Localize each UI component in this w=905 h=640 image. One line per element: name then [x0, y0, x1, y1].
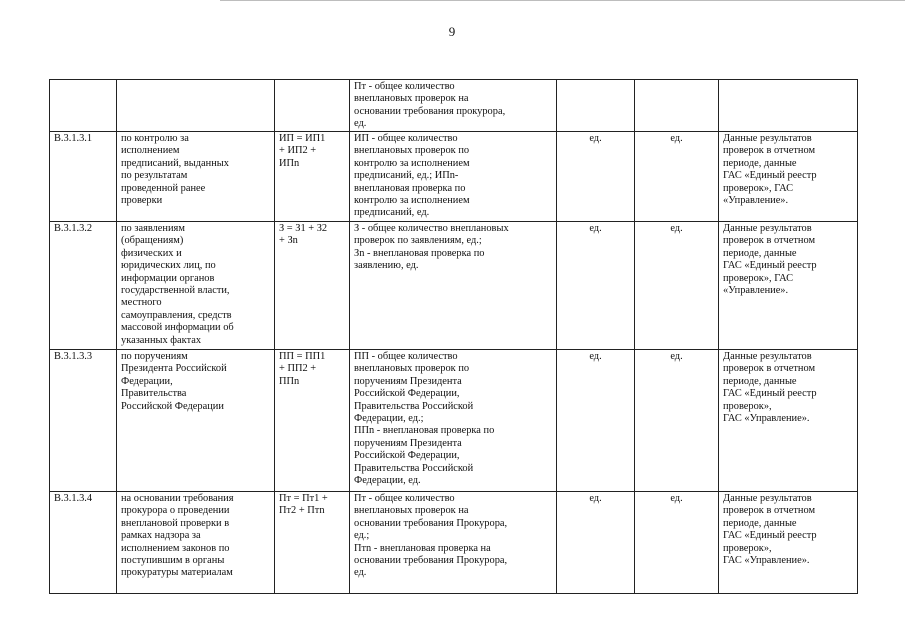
table-row [50, 132, 858, 222]
cell-description [350, 132, 557, 222]
cell-text-line: периоде, данные [723, 375, 797, 387]
cell-text-line: + Зn [279, 235, 298, 247]
cell-text-line: по поручениям [121, 351, 188, 362]
table-row [50, 80, 858, 132]
cell-unit: ед. [557, 350, 635, 492]
cell-text-line: юридических лиц, по [121, 260, 216, 272]
cell-source [719, 132, 858, 222]
cell-text-line: Федерации, ед. [354, 475, 421, 487]
cell-source [719, 222, 858, 350]
cell-description [350, 492, 557, 594]
cell-text-line: прокуратуры материалам [121, 567, 233, 579]
cell-text-line: Данные результатов [723, 351, 812, 362]
table-row [50, 350, 858, 492]
cell-text-line: Федерации, [121, 375, 173, 387]
cell-name [117, 132, 275, 222]
cell-text-line: Пт2 + Птn [279, 505, 325, 517]
cell-text-line: по заявлениям [121, 223, 185, 234]
cell-name [117, 222, 275, 350]
cell-unit [557, 80, 635, 132]
cell-text-line: указанных фактах [121, 334, 202, 346]
cell-text-line: ГАС «Единый реестр [723, 388, 817, 400]
cell-text-line: основании требования прокурора, [354, 105, 506, 117]
cell-text-line: основании требования Прокурора, [354, 555, 508, 567]
cell-text-line: проверки [121, 195, 163, 207]
table-row [50, 492, 858, 594]
cell-text-line: исполнением законов по [121, 542, 230, 554]
cell-text-line: Федерации, ед.; [354, 413, 424, 425]
cell-name [117, 492, 275, 594]
cell-text-line: Зn - внеплановая проверка по [354, 247, 485, 259]
cell-text-line: информации органов [121, 272, 215, 284]
cell-text-line: Пт = Пт1 + [279, 493, 328, 504]
cell-text-line: «Управление». [723, 285, 789, 297]
cell-unit-2 [635, 80, 719, 132]
cell-text-line: ПП - общее количество [354, 351, 458, 362]
cell-text-line: Правительства [121, 388, 187, 400]
indicators-table [49, 79, 858, 594]
cell-text-line: контролю за исполнением [354, 157, 470, 169]
cell-unit: ед. [557, 492, 635, 594]
cell-formula [275, 350, 350, 492]
cell-source [719, 80, 858, 132]
cell-text-line: «Управление». [723, 195, 789, 207]
cell-formula [275, 492, 350, 594]
cell-code: В.3.1.3.4 [50, 492, 117, 594]
cell-text-line: ПП = ПП1 [279, 351, 326, 362]
cell-code: В.3.1.3.3 [50, 350, 117, 492]
cell-text-line: заявлению, ед. [354, 260, 419, 272]
top-rule [220, 0, 905, 1]
cell-text-line: проверок в отчетном [723, 145, 816, 157]
cell-text-line: З = З1 + З2 [279, 223, 328, 234]
cell-text-line: Птn - внеплановая проверка на [354, 542, 491, 554]
cell-text-line: Данные результатов [723, 223, 812, 234]
cell-description [350, 222, 557, 350]
cell-text-line: + ИП2 + [279, 145, 317, 157]
cell-text-line: периоде, данные [723, 157, 797, 169]
cell-text-line: Российской Федерации, [354, 450, 460, 462]
cell-text-line: З - общее количество внеплановых [354, 223, 509, 234]
cell-formula [275, 80, 350, 132]
table-row [50, 222, 858, 350]
cell-text-line: внеплановых проверок по [354, 145, 470, 157]
cell-text-line: Правительства Российской [354, 462, 474, 474]
cell-text-line: Президента Российской [121, 363, 227, 375]
cell-text-line: Правительства Российской [354, 400, 474, 412]
cell-text-line: (обращениям) [121, 235, 184, 247]
cell-text-line: Пт - общее количество [354, 493, 455, 504]
cell-text-line: проведенной ранее [121, 182, 206, 194]
cell-text-line: по контролю за [121, 133, 189, 144]
cell-text-line: ИП = ИП1 [279, 133, 326, 144]
cell-text-line: предписаний, выданных [121, 157, 229, 169]
cell-text-line: предписаний, ед.; ИПn- [354, 170, 459, 182]
cell-text-line: массовой информации об [121, 322, 234, 334]
cell-text-line: проверок в отчетном [723, 235, 816, 247]
cell-text-line: Данные результатов [723, 133, 812, 144]
cell-source [719, 350, 858, 492]
cell-name [117, 80, 275, 132]
cell-text-line: проверок по заявлениям, ед.; [354, 235, 482, 247]
cell-text-line: основании требования Прокурора, [354, 517, 508, 529]
cell-description [350, 350, 557, 492]
cell-text-line: + ПП2 + [279, 363, 317, 375]
cell-text-line: проверок в отчетном [723, 363, 816, 375]
cell-text-line: ИПn [279, 157, 300, 169]
cell-text-line: внеплановых проверок на [354, 93, 469, 105]
cell-formula [275, 222, 350, 350]
cell-text-line: ППn - внеплановая проверка по [354, 425, 495, 437]
cell-text-line: внеплановой проверки в [121, 517, 230, 529]
cell-source [719, 492, 858, 594]
cell-text-line: предписаний, ед. [354, 207, 430, 219]
cell-text-line: ГАС «Единый реестр [723, 260, 817, 272]
cell-text-line: ППn [279, 375, 300, 387]
cell-unit-2: ед. [635, 222, 719, 350]
cell-text-line: по результатам [121, 170, 188, 182]
cell-text-line: проверок», ГАС [723, 182, 794, 194]
cell-text-line: на основании требования [121, 493, 234, 504]
cell-unit: ед. [557, 222, 635, 350]
cell-unit: ед. [557, 132, 635, 222]
cell-code: В.3.1.3.1 [50, 132, 117, 222]
cell-text-line: прокурора о проведении [121, 505, 230, 517]
cell-text-line: контролю за исполнением [354, 195, 470, 207]
cell-text-line: Пт - общее количество [354, 81, 455, 92]
cell-unit-2: ед. [635, 492, 719, 594]
cell-text-line: проверок», [723, 542, 772, 554]
cell-text-line: поступившим в органы [121, 555, 225, 567]
cell-text-line: поручениям Президента [354, 437, 462, 449]
cell-text-line: поручениям Президента [354, 375, 462, 387]
cell-text-line: местного [121, 297, 162, 309]
cell-text-line: ед. [354, 567, 367, 579]
cell-text-line: Российской Федерации [121, 400, 224, 412]
cell-text-line: самоуправления, средств [121, 309, 232, 321]
cell-unit-2: ед. [635, 132, 719, 222]
cell-text-line: периоде, данные [723, 247, 797, 259]
cell-text-line: ГАС «Единый реестр [723, 170, 817, 182]
cell-description [350, 80, 557, 132]
cell-text-line: ГАС «Управление». [723, 413, 810, 425]
cell-code [50, 80, 117, 132]
cell-text-line: Российской Федерации, [354, 388, 460, 400]
cell-text-line: физических и [121, 247, 182, 259]
cell-text-line: ГАС «Управление». [723, 555, 810, 567]
cell-text-line: внеплановых проверок на [354, 505, 469, 517]
cell-formula [275, 132, 350, 222]
cell-text-line: внеплановых проверок по [354, 363, 470, 375]
cell-text-line: ед.; [354, 530, 370, 542]
cell-text-line: проверок», ГАС [723, 272, 794, 284]
cell-unit-2: ед. [635, 350, 719, 492]
cell-text-line: проверок в отчетном [723, 505, 816, 517]
cell-name [117, 350, 275, 492]
cell-text-line: ИП - общее количество [354, 133, 458, 144]
page-number: 9 [448, 24, 456, 39]
cell-text-line: Данные результатов [723, 493, 812, 504]
cell-text-line: проверок», [723, 400, 772, 412]
cell-text-line: внеплановая проверка по [354, 182, 466, 194]
cell-text-line: ед. [354, 118, 367, 130]
cell-text-line: рамках надзора за [121, 530, 201, 542]
cell-text-line: ГАС «Единый реестр [723, 530, 817, 542]
cell-text-line: периоде, данные [723, 517, 797, 529]
cell-text-line: исполнением [121, 145, 180, 157]
cell-code: В.3.1.3.2 [50, 222, 117, 350]
cell-text-line: государственной власти, [121, 285, 230, 297]
